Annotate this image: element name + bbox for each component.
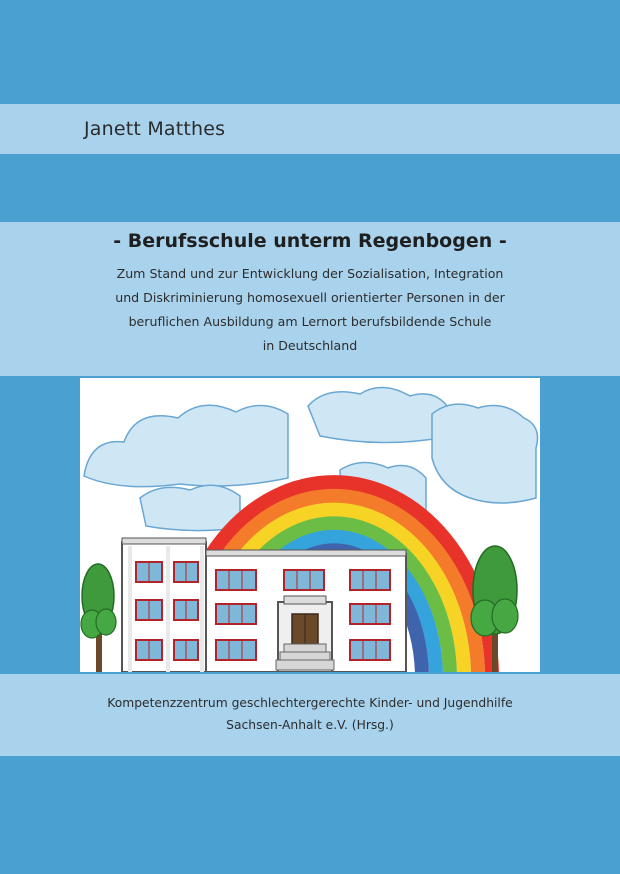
publisher-line: Sachsen-Anhalt e.V. (Hrsg.) [226, 718, 394, 732]
book-title: - Berufsschule unterm Regenbogen - [113, 230, 507, 252]
tree-left [81, 564, 116, 672]
author-name: Janett Matthes [84, 118, 226, 140]
publisher [0, 692, 620, 736]
entrance-stairs [276, 644, 334, 670]
school-rainbow-illustration [80, 378, 540, 672]
subtitle-line: Zum Stand und zur Entwicklung der Sozialisation, Integration [116, 266, 504, 281]
subtitle-line: und Diskriminierung homosexuell orientierter Personen in der [115, 290, 505, 305]
publisher-line: Kompetenzzentrum geschlechtergerechte Kinder- und Jugendhilfe [107, 696, 513, 710]
cover-illustration [80, 378, 540, 672]
publisher-band [0, 674, 620, 756]
subtitle-line: beruflichen Ausbildung am Lernort berufsbildende Schule [128, 314, 492, 329]
author-band [0, 104, 620, 154]
title-band [0, 222, 620, 376]
subtitle-line: in Deutschland [262, 338, 358, 353]
school-building [122, 538, 406, 672]
book-subtitle [50, 262, 570, 358]
